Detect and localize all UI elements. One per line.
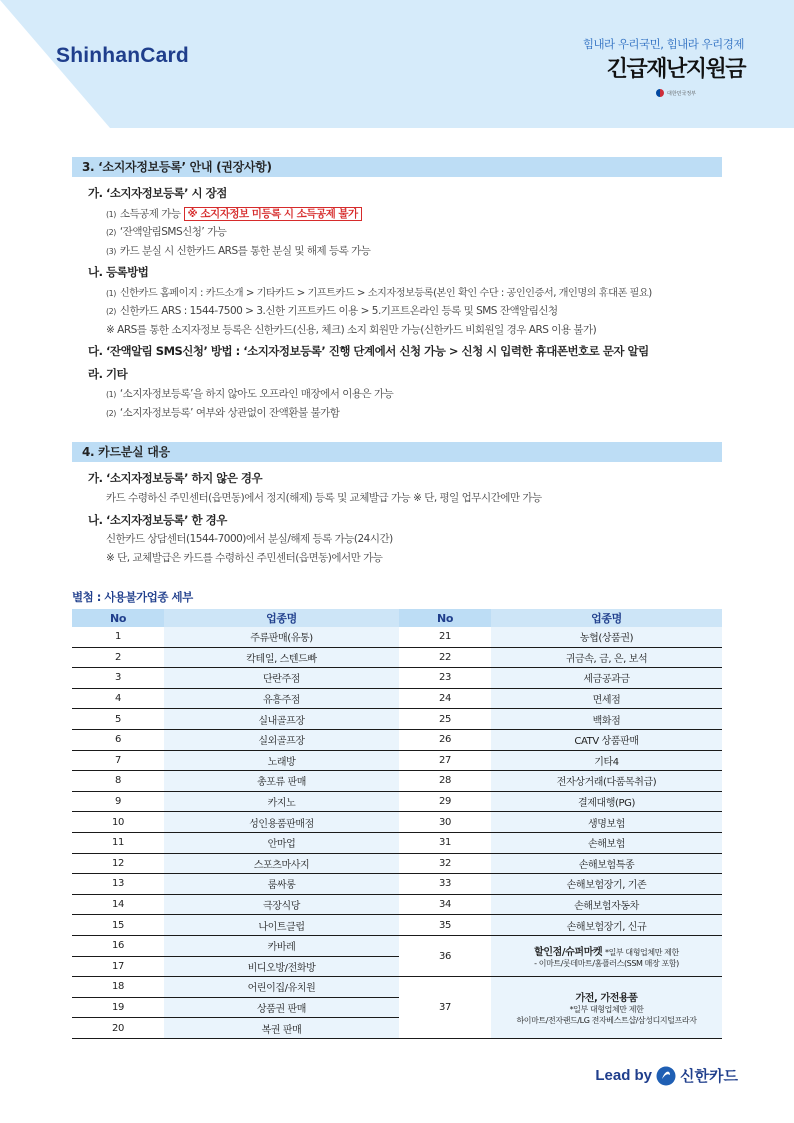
list-item: (2) ‘소지자정보등록’ 여부와 상관없이 잔액환불 불가함: [106, 407, 340, 419]
table-row: [72, 977, 722, 998]
business-name: 상품권 판매: [164, 997, 399, 1018]
footer-brand: [595, 1065, 738, 1086]
business-name: 결제대행(PG): [491, 791, 722, 812]
restriction-detail: - 이마트/롯데마트/홈플러스(SSM 매장 포함): [534, 959, 679, 968]
paragraph: 카드 수령하신 주민센터(읍면동)에서 정지(해제) 등록 및 교체발급 가능 ※ 단, 평일 업무시간에만 가능: [106, 492, 542, 504]
taegeuk-icon: [656, 89, 664, 97]
table-row: [72, 791, 722, 812]
slogan: 힘내라 우리국민, 힘내라 우리경제: [582, 37, 744, 51]
business-name: 귀금속, 금, 은, 보석: [491, 647, 722, 668]
table-row: [72, 853, 722, 874]
section-3-title: 3. ‘소지자정보등록’ 안내 (권장사항): [72, 157, 722, 177]
note: ※ ARS를 통한 소지자정보 등록은 신한카드(신용, 체크) 소지 회원만 가능(신한카드 비회원일 경우 ARS 이용 불가): [106, 324, 597, 336]
table-row: [72, 771, 722, 792]
row-number: 18: [72, 977, 164, 998]
business-name: 생명보험: [491, 812, 722, 833]
business-name: 할인점/슈퍼마켓: [534, 947, 603, 958]
shinhan-card-logo: ShinhanCard: [56, 44, 189, 67]
column-header-no: No: [72, 609, 164, 627]
row-number: 6: [72, 729, 164, 750]
shinhan-symbol-icon: [656, 1066, 676, 1086]
list-item: (1) 소득공제 가능 ※ 소지자정보 미등록 시 소득공제 불가: [106, 206, 362, 221]
business-name: 유흥주점: [164, 688, 399, 709]
section-4-ga-title: 가. ‘소지자정보등록’ 하지 않은 경우: [88, 471, 263, 485]
row-number: 32: [399, 853, 491, 874]
section-4-na-title: 나. ‘소지자정보등록’ 한 경우: [88, 513, 227, 527]
row-number: 13: [72, 874, 164, 895]
government-mark: [656, 89, 696, 97]
paragraph: 신한카드 상담센터(1544-7000)에서 분실/해제 등록 가능(24시간): [106, 533, 393, 545]
business-name: 총포류 판매: [164, 771, 399, 792]
business-name: 카지노: [164, 791, 399, 812]
row-number: 2: [72, 647, 164, 668]
table-header-row: [72, 609, 722, 627]
row-number: 27: [399, 750, 491, 771]
row-number: 7: [72, 750, 164, 771]
section-3-ra-title: 라. 기타: [88, 367, 128, 381]
merged-line: [491, 943, 722, 958]
row-number: 3: [72, 668, 164, 689]
business-name: 손해보험특종: [491, 853, 722, 874]
business-name: 나이트클럽: [164, 915, 399, 936]
table-body: [72, 627, 722, 1038]
row-number: 35: [399, 915, 491, 936]
row-number: 26: [399, 729, 491, 750]
table-row: [72, 668, 722, 689]
list-item: (1) ‘소지자정보등록’을 하지 않아도 오프라인 매장에서 이용은 가능: [106, 388, 394, 400]
list-item: (3) 카드 분실 시 신한카드 ARS를 통한 분실 및 해제 등록 가능: [106, 245, 371, 257]
business-name: CATV 상품판매: [491, 729, 722, 750]
table-row: [72, 812, 722, 833]
business-name: 복권 판매: [164, 1018, 399, 1039]
row-number: 37: [399, 977, 491, 1039]
column-header-name: 업종명: [164, 609, 399, 627]
business-name: 극장식당: [164, 894, 399, 915]
row-number: 8: [72, 771, 164, 792]
row-number: 14: [72, 894, 164, 915]
business-name: 주류판매(유통): [164, 627, 399, 647]
section-3-ga-title: 가. ‘소지자정보등록’ 시 장점: [88, 186, 227, 200]
row-number: 28: [399, 771, 491, 792]
business-name: 비디오방/전화방: [164, 956, 399, 977]
business-name: 가전, 가전용품: [575, 992, 638, 1004]
business-name: 실내골프장: [164, 709, 399, 730]
page-title: 긴급재난지원금: [606, 57, 745, 82]
business-name: 세금공과금: [491, 668, 722, 689]
row-number: 17: [72, 956, 164, 977]
row-number: 4: [72, 688, 164, 709]
business-name: 손해보험장기, 신규: [491, 915, 722, 936]
row-number: 36: [399, 935, 491, 976]
row-number: 5: [72, 709, 164, 730]
row-number: 34: [399, 894, 491, 915]
row-number: 19: [72, 997, 164, 1018]
row-number: 21: [399, 627, 491, 647]
row-number: 1: [72, 627, 164, 647]
business-name: 손해보험자동차: [491, 894, 722, 915]
table-row: [72, 832, 722, 853]
brand-name: 신한카드: [680, 1067, 738, 1085]
table-row: [72, 627, 722, 647]
row-number: 23: [399, 668, 491, 689]
list-item: (2) ‘잔액알림SMS신청’ 가능: [106, 226, 227, 238]
business-name: 단란주점: [164, 668, 399, 689]
table-row: [72, 915, 722, 936]
row-number: 25: [399, 709, 491, 730]
business-name: 면세점: [491, 688, 722, 709]
table-row: [72, 709, 722, 730]
business-name: 전자상거래(다품목취급): [491, 771, 722, 792]
list-item: (1) 신한카드 홈페이지 : 카드소개 > 기타카드 > 기프트카드 > 소지자정보등록(본인 확인 수단 : 공인인증서, 개인명의 휴대폰 필요): [106, 288, 652, 299]
table-row: [72, 647, 722, 668]
lead-by-text: Lead by: [595, 1067, 653, 1084]
column-header-name: 업종명: [491, 609, 722, 627]
business-name: 안마업: [164, 832, 399, 853]
section-4-title: 4. 카드분실 대응: [72, 442, 722, 462]
row-number: 33: [399, 874, 491, 895]
row-number: 30: [399, 812, 491, 833]
row-number: 15: [72, 915, 164, 936]
business-name: 손해보험: [491, 832, 722, 853]
row-number: 31: [399, 832, 491, 853]
table-row: [72, 874, 722, 895]
table-row: [72, 729, 722, 750]
table-row: [72, 894, 722, 915]
row-number: 22: [399, 647, 491, 668]
restriction-note: *일부 대형업체만 제한: [569, 1004, 644, 1014]
section-3-na-title: 나. 등록방법: [88, 265, 149, 279]
row-number: 11: [72, 832, 164, 853]
row-number: 29: [399, 791, 491, 812]
business-name: 노래방: [164, 750, 399, 771]
warning-box: ※ 소지자정보 미등록 시 소득공제 불가: [184, 207, 362, 221]
row-number: 16: [72, 935, 164, 956]
business-name: 스포츠마사지: [164, 853, 399, 874]
column-header-no: No: [399, 609, 491, 627]
section-3-da-title: 다. ‘잔액알림 SMS신청’ 방법 : ‘소지자정보등록’ 진행 단계에서 신청 가능 > 신청 시 입력한 휴대폰번호로 문자 알림: [88, 344, 649, 358]
row-number: 12: [72, 853, 164, 874]
note: ※ 단, 교체발급은 카드를 수령하신 주민센터(읍면동)에서만 가능: [106, 552, 383, 564]
row-number: 10: [72, 812, 164, 833]
business-name-merged: [491, 977, 722, 1039]
table-row: [72, 750, 722, 771]
business-name: 손해보험장기, 기존: [491, 874, 722, 895]
business-name: 룸싸롱: [164, 874, 399, 895]
row-number: 20: [72, 1018, 164, 1039]
business-name: 기타4: [491, 750, 722, 771]
business-name: 카바레: [164, 935, 399, 956]
business-name: 어린이집/유치원: [164, 977, 399, 998]
restriction-detail: 하이마트/전자랜드/LG 전자베스트샵/삼성디지털프라자: [516, 1015, 697, 1025]
row-number: 9: [72, 791, 164, 812]
annex-title: 별첨 : 사용불가업종 세부: [72, 590, 193, 604]
business-name: 실외골프장: [164, 729, 399, 750]
government-label: 대한민국정부: [667, 90, 696, 97]
table-row: [72, 688, 722, 709]
business-name: 농협(상품권): [491, 627, 722, 647]
row-number: 24: [399, 688, 491, 709]
restriction-note: *일부 대형업체만 제한: [605, 948, 679, 957]
table-row: [72, 935, 722, 956]
business-name: 칵테일, 스텐드빠: [164, 647, 399, 668]
restricted-business-table: [72, 609, 722, 1039]
business-name: 성인용품판매점: [164, 812, 399, 833]
list-item: (2) 신한카드 ARS : 1544-7500 > 3.신한 기프트카드 이용 > 5.기프트온라인 등록 및 SMS 잔액알림신청: [106, 305, 558, 317]
business-name: 백화점: [491, 709, 722, 730]
business-name-merged: [491, 935, 722, 976]
